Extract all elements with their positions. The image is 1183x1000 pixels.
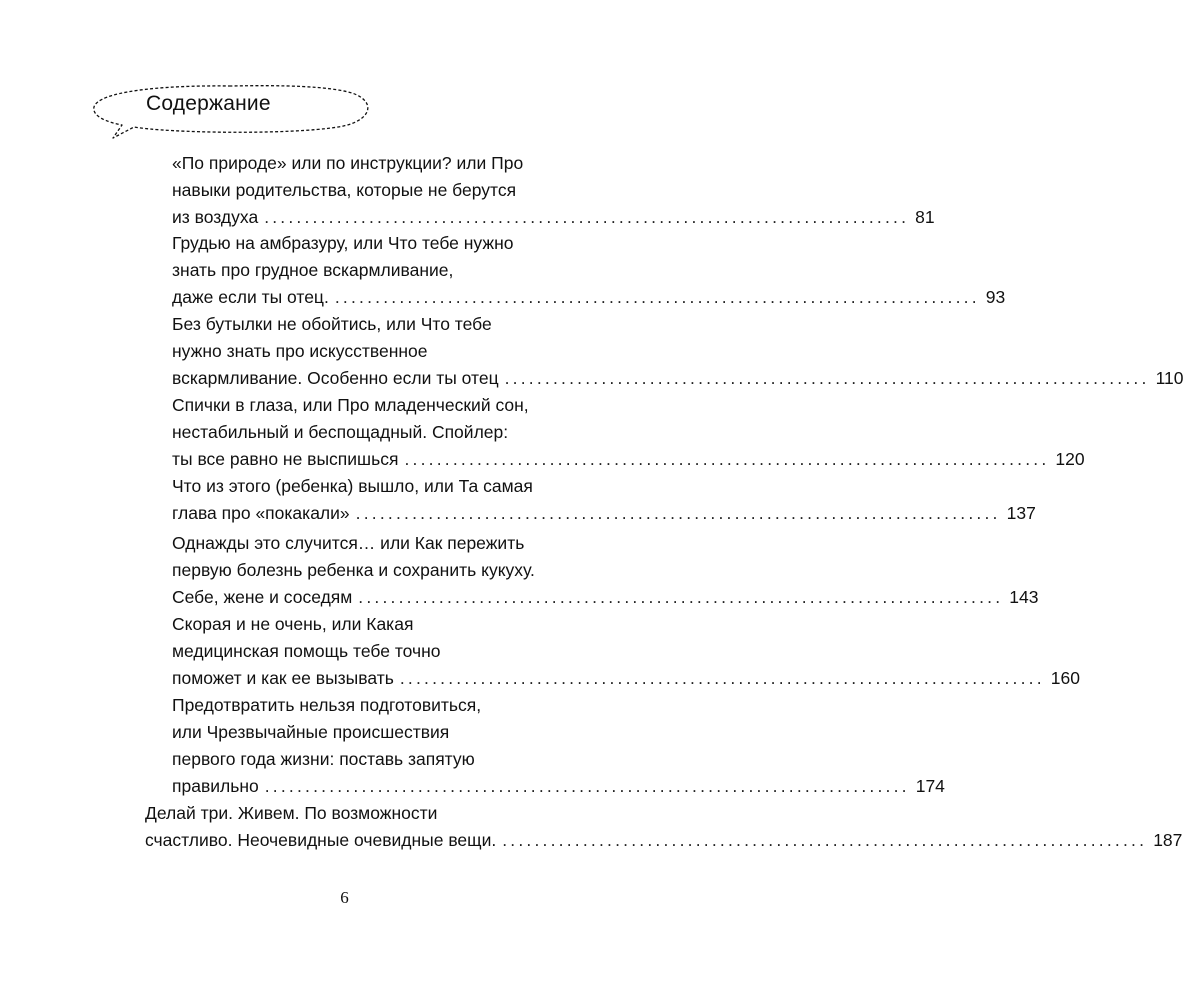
dot-leader: ................................................................................	[502, 830, 1148, 850]
page-number: 6	[340, 888, 349, 907]
toc-entry-line: Без бутылки не обойтись, или Что тебе	[172, 314, 492, 334]
toc-entry-line: Грудью на амбразуру, или Что тебе нужно	[172, 233, 514, 253]
dot-leader: ................................................................................	[399, 668, 1045, 688]
toc-page-number: 137	[1006, 503, 1036, 523]
toc-entry[interactable]	[172, 392, 1085, 473]
toc-entry-last-line	[145, 827, 1183, 854]
toc-entry-last-line	[172, 446, 1085, 473]
toc-entry[interactable]	[172, 530, 1039, 611]
dot-leader: ................................................................................	[355, 503, 1001, 523]
toc-entry-line: Предотвратить нельзя подготовиться,	[172, 695, 482, 715]
page-title: Содержание	[146, 92, 271, 115]
dot-leader: ................................................................................	[334, 287, 980, 307]
toc-entry[interactable]	[172, 230, 1006, 311]
toc-entry[interactable]	[172, 692, 945, 800]
toc-entry-line: знать про грудное вскармливание,	[172, 260, 454, 280]
toc-entry-line: Себе, жене и соседям	[172, 587, 353, 607]
toc-page-number: 110	[1155, 368, 1183, 388]
toc-entry-line: Спички в глаза, или Про младенческий сон,	[172, 395, 529, 415]
toc-entry-last-line	[172, 365, 1183, 392]
toc-entry[interactable]	[172, 473, 1036, 527]
toc-page-number: 174	[915, 776, 945, 796]
toc-entry-last-line	[172, 500, 1036, 527]
toc-entry-line: Делай три. Живем. По возможности	[145, 803, 438, 823]
toc-page-number: 143	[1009, 587, 1039, 607]
toc-page-number: 81	[915, 207, 935, 227]
toc-entry-last-line	[172, 665, 1080, 692]
toc-entry-last-line	[172, 204, 935, 231]
toc-entry-line: Скорая и не очень, или Какая	[172, 614, 414, 634]
toc-entry-line: навыки родительства, которые не берутся	[172, 180, 517, 200]
toc-entry-line: глава про «покакали»	[172, 503, 350, 523]
toc-entry-last-line	[172, 284, 1006, 311]
toc-page-number: 120	[1055, 449, 1085, 469]
toc-entry-last-line	[172, 773, 945, 800]
toc-entry-line: нестабильный и беспощадный. Спойлер:	[172, 422, 509, 442]
toc-entry-line: первого года жизни: поставь запятую	[172, 749, 475, 769]
dot-leader: ................................................................................	[264, 207, 910, 227]
toc-entry-line: «По природе» или по инструкции? или Про	[172, 153, 524, 173]
toc-page-number: 93	[985, 287, 1006, 307]
toc-page-number: 160	[1050, 668, 1080, 688]
toc-entry[interactable]	[145, 800, 1183, 854]
toc-entry-line: медицинская помощь тебе точно	[172, 641, 441, 661]
toc-entry-line: нужно знать про искусственное	[172, 341, 428, 361]
toc-entry-line: правильно	[172, 776, 259, 796]
toc-entry-line: вскармливание. Особенно если ты отец	[172, 368, 499, 388]
toc-entry[interactable]	[172, 611, 1080, 692]
toc-entry-line: из воздуха	[172, 207, 259, 227]
dot-leader: ................................................................................	[264, 776, 910, 796]
toc-entry-line: счастливо. Неочевидные очевидные вещи.	[145, 830, 497, 850]
toc-entry-line: или Чрезвычайные происшествия	[172, 722, 450, 742]
dot-leader: ................................................................................	[404, 449, 1050, 469]
toc-entry-line: Однажды это случится… или Как пережить	[172, 533, 525, 553]
toc-entry[interactable]	[172, 311, 1183, 392]
toc-entry-line: ты все равно не выспишься	[172, 449, 399, 469]
toc-page-number: 187	[1153, 830, 1183, 850]
toc-entry-line: первую болезнь ребенка и сохранить кукуху.	[172, 560, 535, 580]
toc-entry-last-line	[172, 584, 1039, 611]
dot-leader: ................................................................................	[504, 368, 1150, 388]
toc-entry-line: даже если ты отец.	[172, 287, 329, 307]
toc-entry-line: поможет и как ее вызывать	[172, 668, 394, 688]
contents-heading-bubble	[88, 80, 374, 142]
dot-leader: ................................................................................	[358, 587, 1004, 607]
toc-entry-line: Что из этого (ребенка) вышло, или Та самая	[172, 476, 533, 496]
toc-entry[interactable]	[172, 150, 935, 231]
